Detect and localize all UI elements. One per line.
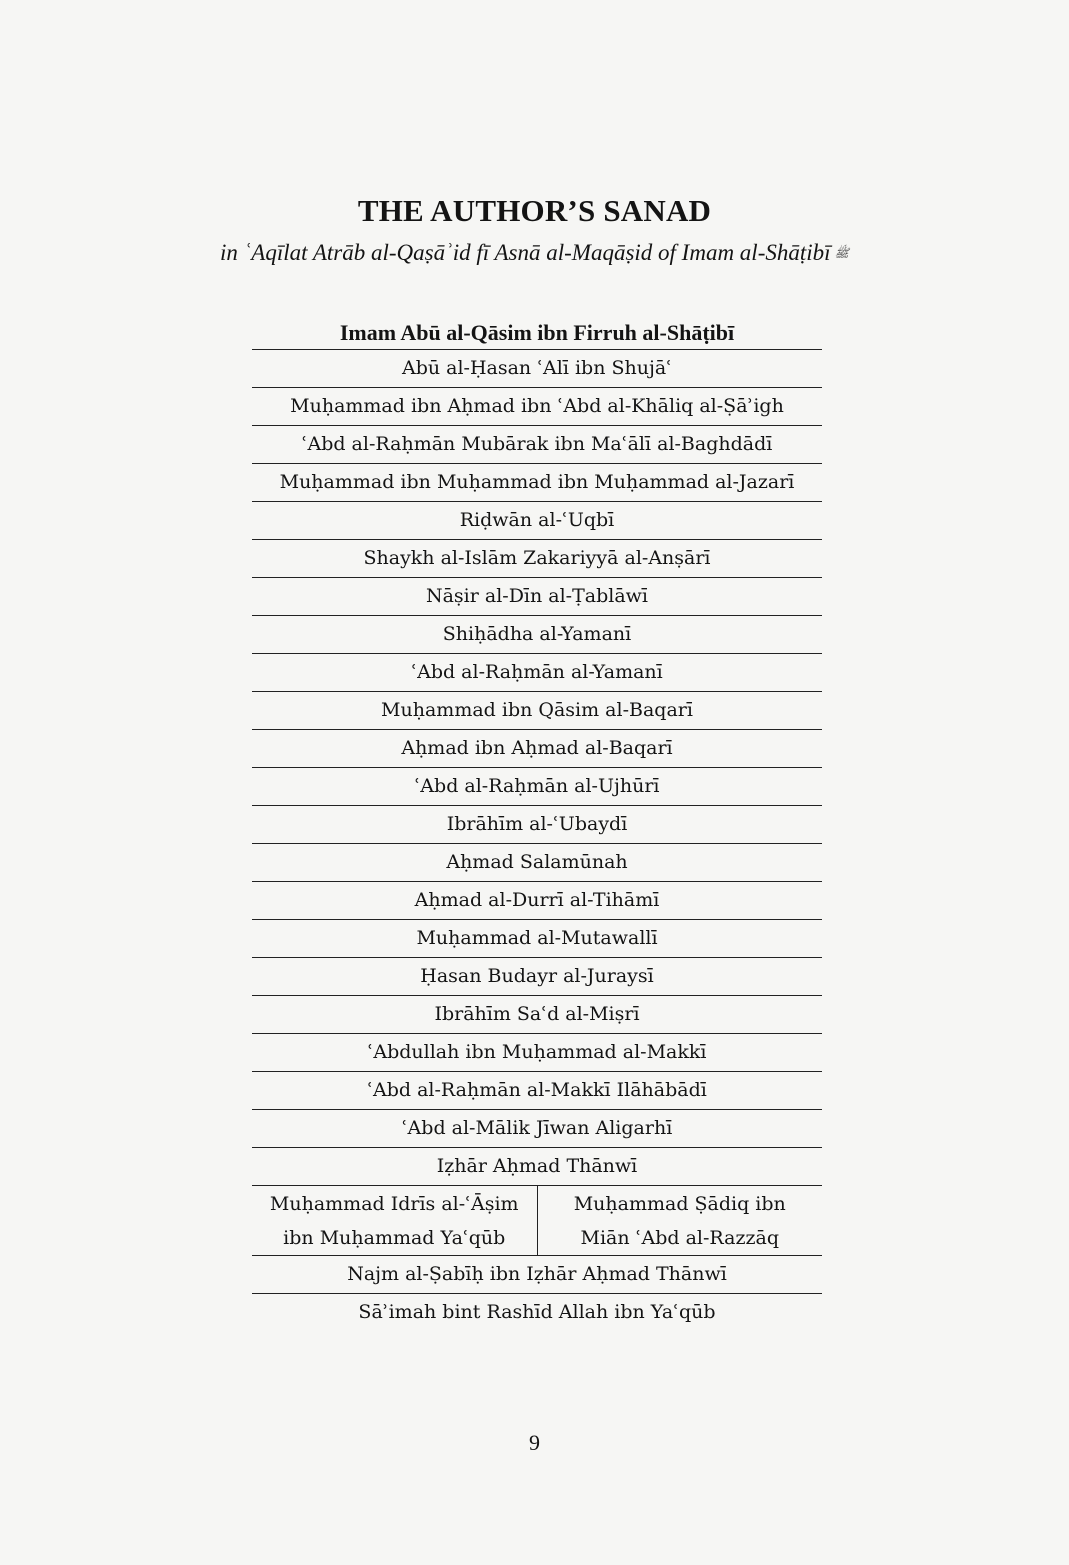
chain-name: Abū al-Ḥasan ʿAlī ibn Shujāʿ bbox=[252, 350, 822, 388]
chain-name: ʿAbd al-Raḥmān Mubārak ibn Maʿālī al-Baghdādī bbox=[252, 426, 822, 464]
sanad-chain bbox=[252, 316, 822, 1331]
chain-name: Sāʾimah bint Rashīd Allah ibn Yaʿqūb bbox=[358, 1301, 716, 1323]
chain-name: Riḍwān al-ʿUqbī bbox=[252, 502, 822, 540]
chain-name: ʿAbd al-Raḥmān al-Yamanī bbox=[252, 654, 822, 692]
chain-name: Iẓhār Aḥmad Thānwī bbox=[252, 1148, 822, 1186]
chain-name: Muḥammad ibn Aḥmad ibn ʿAbd al-Khāliq al-Ṣāʾigh bbox=[252, 388, 822, 426]
page-number: 9 bbox=[529, 1430, 540, 1455]
split-right-line: Miān ʿAbd al-Razzāq bbox=[580, 1226, 779, 1249]
chain-name: ʿAbdullah ibn Muḥammad al-Makkī bbox=[252, 1034, 822, 1072]
chain-name: Aḥmad Salamūnah bbox=[252, 844, 822, 882]
chain-name: Najm al-Ṣabīḥ ibn Iẓhār Aḥmad Thānwī bbox=[252, 1256, 822, 1294]
chain-name: Ḥasan Budayr al-Juraysī bbox=[252, 958, 822, 996]
split-left-line: ibn Muḥammad Yaʿqūb bbox=[283, 1226, 506, 1249]
chain-split-row bbox=[252, 1186, 822, 1256]
page-title: THE AUTHOR’S SANAD bbox=[357, 193, 712, 228]
split-left-line: Muḥammad Idrīs al-ʿĀṣim bbox=[269, 1192, 519, 1215]
chain-name: Nāṣir al-Dīn al-Ṭablāwī bbox=[252, 578, 822, 616]
chain-name: Muḥammad al-Mutawallī bbox=[252, 920, 822, 958]
chain-name: Muḥammad ibn Qāsim al-Baqarī bbox=[252, 692, 822, 730]
chain-name: Aḥmad ibn Aḥmad al-Baqarī bbox=[252, 730, 822, 768]
chain-name: Ibrāhīm al-ʿUbaydī bbox=[252, 806, 822, 844]
honorific-glyph: ﷺ bbox=[834, 246, 850, 261]
chain-name: Aḥmad al-Durrī al-Tihāmī bbox=[252, 882, 822, 920]
chain-name: ʿAbd al-Raḥmān al-Makkī Ilāhābādī bbox=[252, 1072, 822, 1110]
split-right-cell bbox=[538, 1186, 823, 1255]
chain-name: ʿAbd al-Raḥmān al-Ujhūrī bbox=[252, 768, 822, 806]
subtitle-text: in ʿAqīlat Atrāb al-Qaṣāʾid fī Asnā al-Maqāṣid of Imam al-Shāṭibī bbox=[219, 240, 831, 265]
chain-name: ʿAbd al-Mālik Jīwan Aligarhī bbox=[252, 1110, 822, 1148]
chain-name: Ibrāhīm Saʿd al-Miṣrī bbox=[252, 996, 822, 1034]
chain-name: Shaykh al-Islām Zakariyyā al-Anṣārī bbox=[252, 540, 822, 578]
split-left-cell bbox=[252, 1186, 538, 1255]
split-right-line: Muḥammad Ṣādiq ibn bbox=[573, 1192, 786, 1215]
page-subtitle bbox=[0, 240, 1069, 266]
chain-head: Imam Abū al-Qāsim ibn Firruh al-Shāṭibī bbox=[252, 316, 822, 350]
chain-name: Muḥammad ibn Muḥammad ibn Muḥammad al-Jazarī bbox=[252, 464, 822, 502]
chain-name: Shiḥādha al-Yamanī bbox=[252, 616, 822, 654]
